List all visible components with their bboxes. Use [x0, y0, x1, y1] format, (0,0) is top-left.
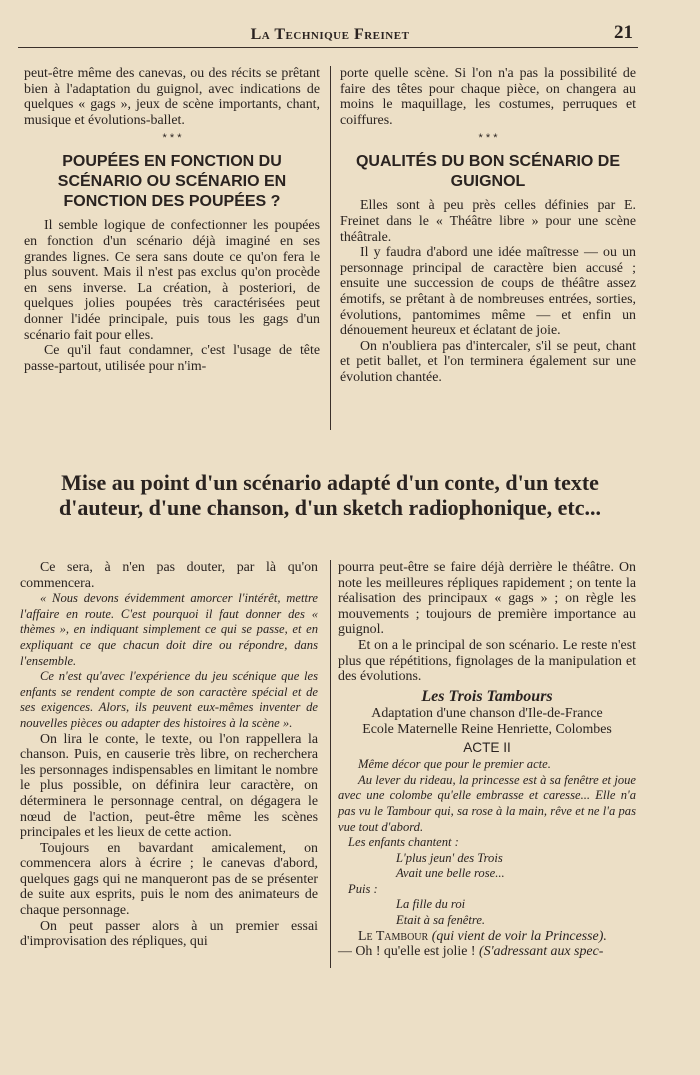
quote-paragraph: « Nous devons évidemment amorcer l'intérêt, mettre l'affaire en route. C'est pourquoi il faut donner des « thèmes », en indiquant simplement ce qui se passe, et en expliquant ce que chacun doit dire ou répondre, dans l'ensemble. — [20, 591, 318, 668]
section-heading: QUALITÉS DU BON SCÉNARIO DE GUIGNOL — [355, 153, 620, 191]
bottom-left-column — [20, 560, 318, 950]
running-header: La Technique Freinet — [250, 26, 410, 43]
song-verse: Avait une belle rose... — [396, 866, 505, 881]
paragraph: Ce qu'il faut condamner, c'est l'usage de tête passe-partout, utilisée pour n'im- — [24, 343, 320, 374]
stage-direction: Au lever du rideau, la princesse est à sa fenêtre et joue avec une colombe qu'elle embrasse et caresse... Elle n'a pas vu le Tambour qui, sa rose à la main, rêve et ne l'a pas vue tout d'abord. — [338, 772, 636, 834]
stage-direction: Puis : — [348, 881, 378, 896]
paragraph: Elles sont à peu près celles définies par E. Freinet dans le « Théâtre libre » pour une scène théâtrale. — [340, 198, 636, 245]
section-separator: * * * — [478, 132, 498, 145]
song-verse: La fille du roi — [396, 897, 466, 912]
paragraph: On n'oubliera pas d'intercaler, s'il se peut, chant et petit ballet, et l'on terminera également sur une évolution chantée. — [340, 338, 636, 385]
bottom-column-divider — [330, 560, 331, 968]
section-separator: * * * — [162, 132, 182, 145]
section-heading: POUPÉES EN FONCTION DU SCÉNARIO OU SCÉNARIO EN FONCTION DES POUPÉES ? — [57, 153, 287, 211]
song-verse: L'plus jeun' des Trois — [396, 850, 503, 865]
play-school: Ecole Maternelle Reine Henriette, Colombes — [362, 721, 612, 737]
top-column-divider — [330, 66, 331, 430]
stage-direction-inline: (S'adressant aux spec- — [479, 944, 604, 960]
paragraph: Il y faudra d'abord une idée maîtresse — ou un personnage principal de caractère bien accusé ; ensuite une succession de coups de théâtre assez émotifs, se prêtant à de nombreuses entrées, sorties, évolutions, pantomimes même — et enfin un dénouement heureux et éclatant de joie. — [340, 245, 636, 339]
act-heading: ACTE II — [463, 739, 511, 755]
dialogue-line — [338, 929, 636, 945]
paragraph: peut-être même des canevas, ou des récits se prêtant bien à l'adaptation du guignol, avec indications de quelques « gags », jeux de scène importants, chant, musique et évolutions-ballet. — [24, 66, 320, 128]
paragraph: On lira le conte, le texte, ou l'on rappellera la chanson. Puis, en causerie très libre, on recherchera les personnages indispensables en limitant le nombre le plus possible, on définira leur caractère, on déterminera le personnage central, on dégagera le nœud de l'action, peut-être même les scènes principales et les lieux de cette action. — [20, 731, 318, 841]
paragraph: Ce sera, à n'en pas douter, par là qu'on commencera. — [20, 560, 318, 591]
song-verse: Etait à sa fenêtre. — [396, 913, 486, 928]
header-rule — [18, 47, 638, 48]
article-title: Mise au point d'un scénario adapté d'un conte, d'un texte d'auteur, d'une chanson, d'un sketch radiophonique, etc... — [59, 470, 601, 520]
quote-paragraph: Ce n'est qu'avec l'expérience du jeu scénique que les enfants se rendent compte de son caractère spécial et de ses exigences. Alors, ils peuvent eux-mêmes inventer de nouvelles pièces ou adapter des histoires à la scène ». — [20, 669, 318, 730]
speaker-name: Le Tambour — [358, 928, 429, 944]
paragraph: Toujours en bavardant amicalement, on commencera alors à écrire ; le canevas d'abord, quelques gags qui ne manqueront pas de se présenter de suite aux esprits, puis le nom des animateurs de chaque personnage. — [20, 840, 318, 919]
dialogue-text: — Oh ! qu'elle est jolie ! — [338, 944, 479, 960]
bottom-right-column — [338, 560, 636, 960]
speaker-direction: (qui vient de voir la Princesse). — [431, 928, 607, 944]
paragraph: Il semble logique de confectionner les poupées en fonction d'un scénario déjà imaginé en ses grandes lignes. Ce sera sans doute ce qu'on fera le plus souvent. Mais il n'est pas exclus qu'on procède en sens inverse. La création, à posteriori, de quelques jolies poupées très caractérisées peut donner l'idée principale, puis tous les gags d'un scénario fait pour elles. — [24, 218, 320, 343]
stage-direction: Les enfants chantent : — [348, 835, 459, 850]
play-adaptation: Adaptation d'une chanson d'Ile-de-France — [371, 706, 603, 722]
top-left-column — [24, 66, 320, 374]
play-title: Les Trois Tambours — [421, 687, 553, 705]
top-right-column — [340, 66, 636, 386]
paragraph: On peut passer alors à un premier essai d'improvisation des répliques, qui — [20, 918, 318, 950]
paragraph: porte quelle scène. Si l'on n'a pas la possibilité de faire des têtes pour chaque pièce, on changera au moins le maquillage, les costumes, perruques et coiffures. — [340, 66, 636, 128]
paragraph: Et on a le principal de son scénario. Le reste n'est plus que répétitions, fignolages de la manipulation et des évolutions. — [338, 637, 636, 685]
paragraph: pourra peut-être se faire déjà derrière le théâtre. On note les meilleures répliques rapidement ; on tente la réalisation des principaux « gags » ; on règle les mouvements ; toujours de première importance au guignol. — [338, 560, 636, 638]
dialogue-line — [338, 944, 636, 960]
stage-direction: Même décor que pour le premier acte. — [358, 757, 551, 772]
page-number: 21 — [614, 22, 633, 43]
